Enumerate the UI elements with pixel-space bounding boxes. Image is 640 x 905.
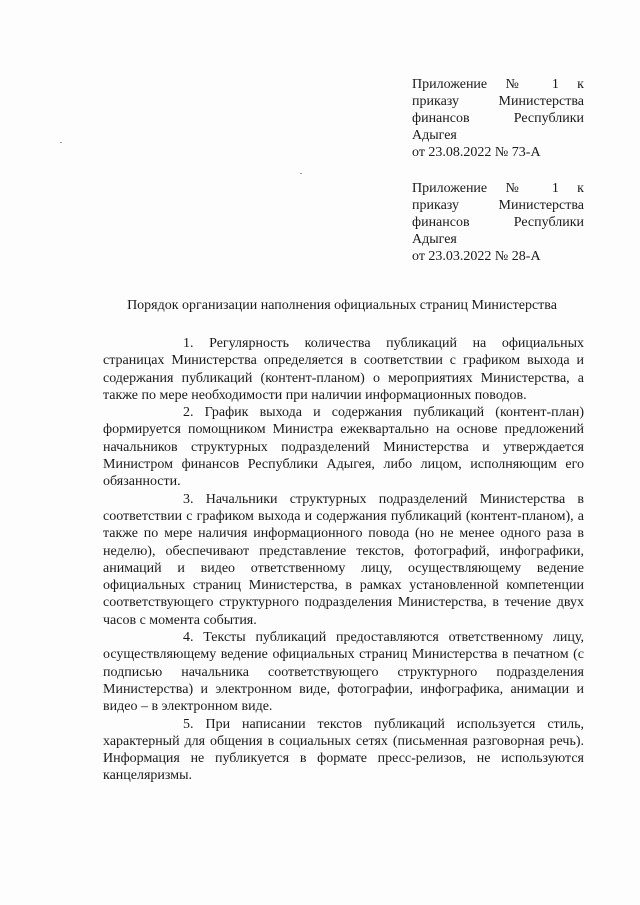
appendix-line: приказу Министерства xyxy=(412,94,584,109)
scan-speck xyxy=(300,173,302,174)
paragraph-number: 5. xyxy=(183,716,194,732)
paragraph-3 xyxy=(103,491,584,629)
appendix-line: Адыгея xyxy=(412,232,457,247)
paragraph-number: 1. xyxy=(183,336,194,351)
paragraph-4 xyxy=(103,629,584,715)
paragraph-text: График выхода и содержания публикаций (контент-план) формируется помощником Министра ежеквартально на основе предложений начальников структурных подразделений Министерства и утверждается Министром финансов Республики Адыгея, либо лицом, исполняющим его обязанности. xyxy=(103,405,584,490)
paragraph-number: 2. xyxy=(183,405,194,421)
paragraph-text: Тексты публикаций предоставляются ответственному лицу, осуществляющему ведение официальных страниц Министерства в печатном (с подписью начальника соответствующего структурного подразделения Министерства) и электронном виде, фотографии, инфографика, анимации и видео – в электронном виде. xyxy=(103,630,585,715)
appendix-line: от 23.03.2022 № 28-А xyxy=(412,249,541,264)
scan-speck xyxy=(60,142,62,143)
appendix-note-current xyxy=(412,76,584,161)
appendix-line: приказу Министерства xyxy=(412,198,584,213)
paragraph-5 xyxy=(103,716,584,785)
document-title: Порядок организации наполнения официальных страниц Министерства xyxy=(127,298,557,313)
document-body xyxy=(103,335,584,785)
appendix-note-previous xyxy=(412,180,584,265)
appendix-line: от 23.08.2022 № 73-А xyxy=(412,145,541,160)
paragraph-text: При написании текстов публикаций используется стиль, характерный для общения в социальных сетях (письменная разговорная речь). Информация не публикуется в формате пресс-релизов, не используются канцеляризмы. xyxy=(103,716,585,784)
appendix-line: финансов Республики xyxy=(412,215,584,230)
appendix-line: Приложение № 1 к xyxy=(412,77,584,92)
paragraph-2 xyxy=(103,404,584,490)
paragraph-text: Регулярность количества публикаций на официальных страницах Министерства определяется в соответствии с графиком выхода и содержания публикаций (контент-планом) о мероприятиях Министерства, а также по мере необходимости при наличии информационных поводов. xyxy=(103,336,585,403)
paragraph-1 xyxy=(103,335,584,404)
appendix-line: Приложение № 1 к xyxy=(412,181,584,196)
paragraph-number: 4. xyxy=(183,630,194,646)
paragraph-text: Начальники структурных подразделений Министерства в соответствии с графиком выхода и содержания публикаций (контент-планом), а также по мере наличия информационного повода (но не менее одного раза в неделю), обеспечивают представление текстов, фотографий, инфографики, анимаций и видео ответственному лицу, осуществляющему ведение официальных страниц Министерства, в рамках установленной компетенции соответствующего структурного подразделения Министерства, в течение двух часов с момента события. xyxy=(103,491,584,628)
paragraph-number: 3. xyxy=(183,491,194,507)
appendix-line: финансов Республики xyxy=(412,111,584,126)
appendix-line: Адыгея xyxy=(412,128,457,143)
